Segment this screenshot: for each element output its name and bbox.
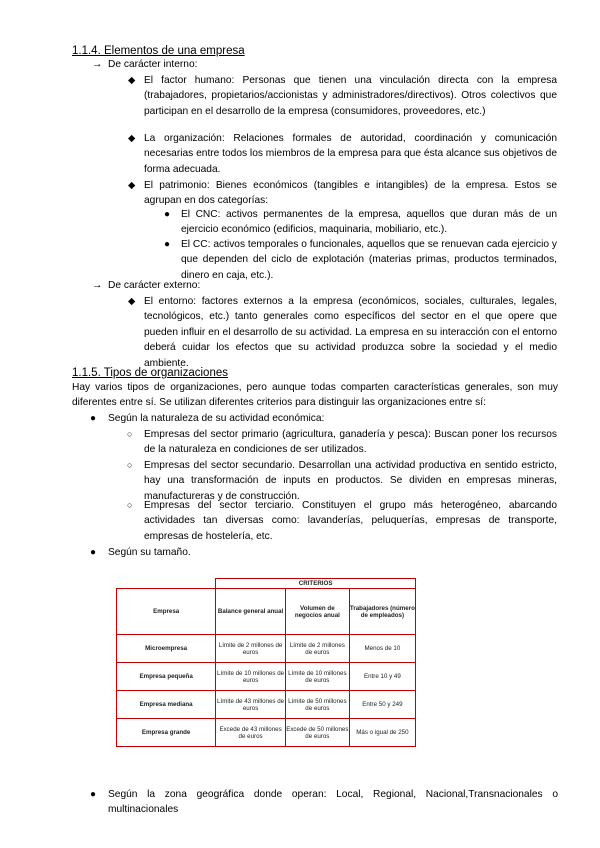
external-label: De carácter externo:	[108, 280, 201, 291]
criterion-tamano: Según su tamaño.	[108, 547, 191, 558]
bullet-icon: ●	[90, 547, 97, 558]
cell-balance: Límite de 43 millones de euros	[216, 691, 286, 719]
criterion-actividad: Según la naturaleza de su actividad económica:	[108, 413, 325, 424]
cell-volumen: Excede de 50 millones de euros	[285, 719, 349, 747]
arrow-icon: →	[92, 279, 103, 291]
section-title-elementos: 1.1.4. Elementos de una empresa	[72, 45, 245, 57]
size-criteria-table	[116, 578, 416, 747]
diamond-icon: ◆	[128, 296, 136, 307]
cell-trabajadores: Más o igual de 250	[349, 719, 415, 747]
bullet-icon: ●	[164, 239, 171, 250]
header-trabajadores: Trabajadores (número de empleados)	[349, 589, 415, 635]
header-balance: Balance general anual	[216, 589, 286, 635]
cell-volumen: Límite de 2 millones de euros	[285, 635, 349, 663]
sector-primario: Empresas del sector primario (agricultura, ganadería y pesca): Buscan poner los recursos de la naturaleza en condiciones de ser utilizados.	[144, 429, 557, 456]
cell-balance: Límite de 2 millones de euros	[216, 635, 286, 663]
cell-empresa: Empresa mediana	[117, 691, 216, 719]
circle-icon: ○	[127, 460, 133, 470]
arrow-icon: →	[92, 58, 103, 70]
sector-terciario: Empresas del sector terciario. Constituyen el grupo más heterogéneo, abarcando actividades tan diversas como: lavanderías, peluquerías, empresas de transporte, empresas de hostelería, etc.	[144, 500, 557, 542]
table-row	[117, 663, 416, 691]
diamond-icon: ◆	[128, 133, 136, 144]
section-title-tipos: 1.1.5. Tipos de organizaciones	[72, 367, 228, 379]
diamond-icon: ◆	[128, 180, 136, 191]
criterios-header: CRITERIOS	[216, 579, 416, 589]
diamond-icon: ◆	[128, 75, 136, 86]
intro-paragraph: Hay varios tipos de organizaciones, pero aunque todas comparten características generales, son muy diferentes entre sí. Se utilizan diferentes criterios para distinguir las organizaciones entre sí:	[72, 382, 558, 409]
table-row	[117, 635, 416, 663]
criterion-zona: Según la zona geográfica donde operan: Local, Regional, Nacional,Transnacionales o multinacionales	[108, 789, 558, 816]
table-corner	[117, 579, 216, 589]
cell-empresa: Empresa pequeña	[117, 663, 216, 691]
cell-volumen: Límite de 10 millones de euros	[285, 663, 349, 691]
item-patrimonio: El patrimonio: Bienes económicos (tangibles e intangibles) de la empresa. Estos se agrupan en dos categorías:	[144, 180, 557, 207]
table-row	[117, 691, 416, 719]
cell-volumen: Límite de 50 millones de euros	[285, 691, 349, 719]
item-organizacion: La organización: Relaciones formales de autoridad, coordinación y comunicación necesarias entre todos los miembros de la empresa para que ésta alcance sus objetivos de forma adecuada.	[144, 133, 557, 175]
cell-empresa: Microempresa	[117, 635, 216, 663]
circle-icon: ○	[127, 429, 133, 439]
cell-trabajadores: Menos de 10	[349, 635, 415, 663]
cell-balance: Límite de 10 millones de euros	[216, 663, 286, 691]
cell-empresa: Empresa grande	[117, 719, 216, 747]
item-cnc: El CNC: activos permanentes de la empresa, aquellos que duran más de un ejercicio económico (edificios, maquinaria, mobiliario, etc.).	[181, 209, 557, 236]
cell-balance: Excede de 43 millones de euros	[216, 719, 286, 747]
circle-icon: ○	[127, 500, 133, 510]
bullet-icon: ●	[90, 789, 97, 800]
internal-label: De carácter interno:	[108, 59, 198, 70]
header-volumen: Volumen de negocios anual	[285, 589, 349, 635]
item-factor-humano: El factor humano: Personas que tienen una vinculación directa con la empresa (trabajadores, propietarios/accionistas y administradores/directivos). Otros colectivos que participan en el desarrollo de la empresa (consumidores, proveedores, etc.)	[144, 75, 557, 117]
bullet-icon: ●	[164, 209, 171, 220]
table-row	[117, 719, 416, 747]
header-empresa: Empresa	[117, 589, 216, 635]
sector-secundario: Empresas del sector secundario. Desarrollan una actividad productiva en sentido estricto, hay una transformación de inputs en productos. Se dividen en empresas mineras, manufactureras y de construcción.	[144, 460, 557, 502]
item-cc: El CC: activos temporales o funcionales, aquellos que se renuevan cada ejercicio y que dependen del ciclo de explotación (materias primas, productos terminados, dinero en caja, etc.).	[181, 239, 557, 281]
cell-trabajadores: Entre 50 y 249	[349, 691, 415, 719]
item-entorno: El entorno: factores externos a la empresa (económicos, sociales, culturales, legales, tecnológicos, etc.) tanto generales como específicos del sector en el que opere que pueden influir en el desarrollo de su actividad. La empresa en su interacción con el entorno deberá cuidar los efectos que su actividad produzca sobre la sociedad y el medio ambiente.	[144, 296, 557, 369]
cell-trabajadores: Entre 10 y 49	[349, 663, 415, 691]
bullet-icon: ●	[90, 413, 97, 424]
